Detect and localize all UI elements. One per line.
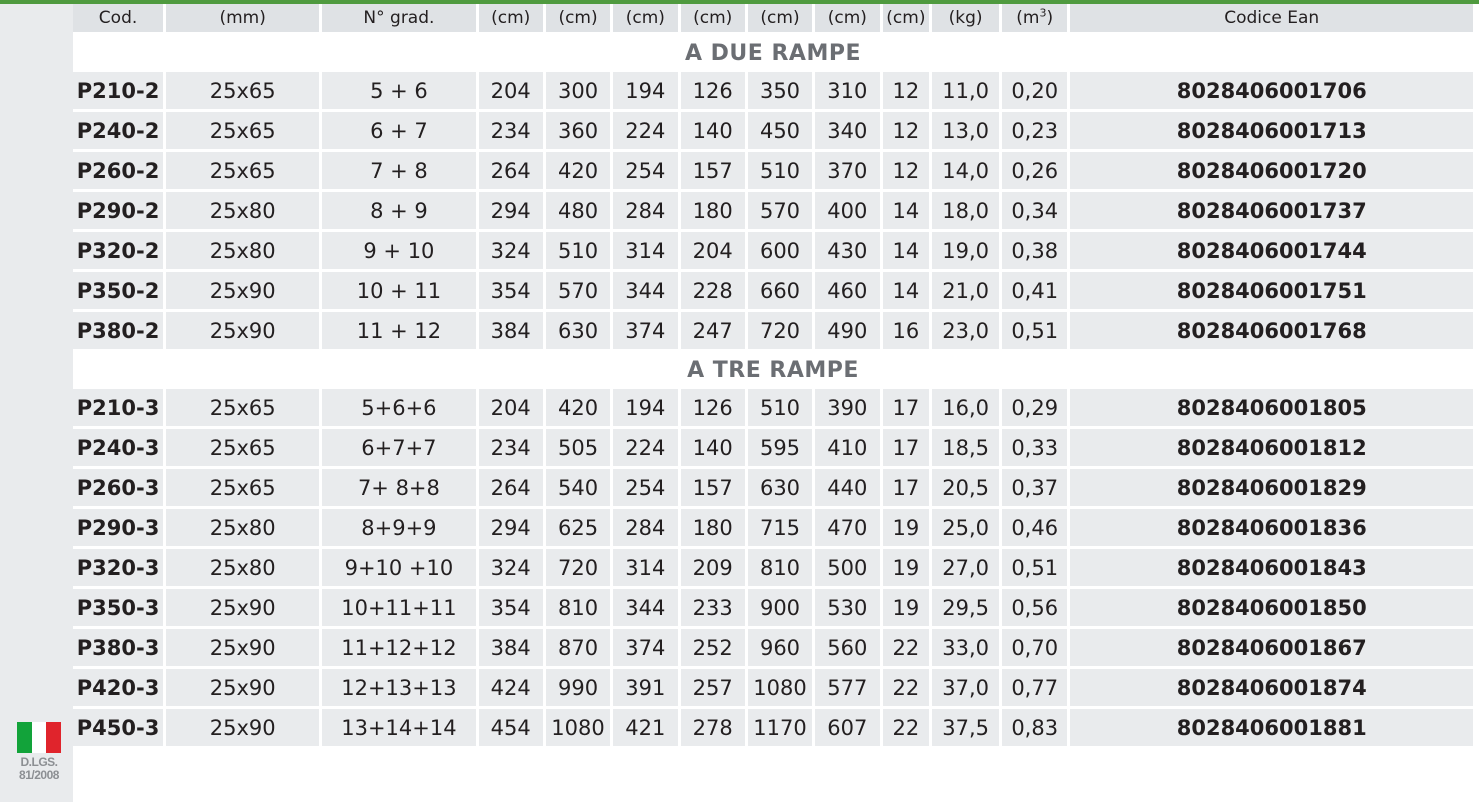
table-cell: 607 — [815, 709, 879, 749]
table-cell: 126 — [681, 72, 745, 112]
table-cell: 0,33 — [1002, 429, 1068, 469]
ean-code-cell: 8028406001737 — [1070, 192, 1473, 232]
table-cell: 505 — [546, 429, 610, 469]
table-cell: 20,5 — [932, 469, 999, 509]
table-cell: 7 + 8 — [322, 152, 475, 192]
table-cell: 0,51 — [1002, 312, 1068, 352]
table-cell: 19,0 — [932, 232, 999, 272]
table-cell: 37,5 — [932, 709, 999, 749]
table-cell: 424 — [479, 669, 543, 709]
header-cm-7: (cm) — [883, 4, 930, 35]
product-code-cell: P350-3 — [73, 589, 163, 629]
table-cell: 8+9+9 — [322, 509, 475, 549]
table-row — [73, 669, 1473, 709]
table-cell: 228 — [681, 272, 745, 312]
table-row — [73, 112, 1473, 152]
table-row — [73, 192, 1473, 232]
dlgs-label: D.LGS. — [20, 755, 58, 769]
table-cell: 1080 — [748, 669, 812, 709]
table-cell: 5+6+6 — [322, 389, 475, 429]
table-cell: 300 — [546, 72, 610, 112]
table-cell: 12 — [883, 152, 930, 192]
table-cell: 360 — [546, 112, 610, 152]
table-cell: 17 — [883, 389, 930, 429]
table-cell: 27,0 — [932, 549, 999, 589]
table-cell: 254 — [613, 469, 677, 509]
table-cell: 209 — [681, 549, 745, 589]
table-cell: 350 — [748, 72, 812, 112]
ean-code-cell: 8028406001836 — [1070, 509, 1473, 549]
table-cell: 204 — [479, 389, 543, 429]
product-code-cell: P260-2 — [73, 152, 163, 192]
table-cell: 264 — [479, 152, 543, 192]
ean-code-cell: 8028406001829 — [1070, 469, 1473, 509]
header-code: Cod. — [73, 4, 163, 35]
dlgs-badge — [17, 722, 61, 782]
table-cell: 21,0 — [932, 272, 999, 312]
table-cell: 13,0 — [932, 112, 999, 152]
table-cell: 421 — [613, 709, 677, 749]
table-cell: 500 — [815, 549, 879, 589]
table-cell: 454 — [479, 709, 543, 749]
table-cell: 410 — [815, 429, 879, 469]
table-row — [73, 72, 1473, 112]
table-cell: 25x90 — [166, 629, 319, 669]
table-cell: 450 — [748, 112, 812, 152]
ean-code-cell: 8028406001867 — [1070, 629, 1473, 669]
table-cell: 25x65 — [166, 429, 319, 469]
table-cell: 530 — [815, 589, 879, 629]
section-title: A DUE RAMPE — [73, 35, 1473, 72]
ean-code-cell: 8028406001881 — [1070, 709, 1473, 749]
product-code-cell: P420-3 — [73, 669, 163, 709]
table-cell: 374 — [613, 629, 677, 669]
table-row — [73, 389, 1473, 429]
table-cell: 870 — [546, 629, 610, 669]
table-row — [73, 232, 1473, 272]
product-code-cell: P210-3 — [73, 389, 163, 429]
product-code-cell: P350-2 — [73, 272, 163, 312]
table-cell: 294 — [479, 192, 543, 232]
header-mm: (mm) — [166, 4, 319, 35]
table-cell: 354 — [479, 589, 543, 629]
table-row — [73, 469, 1473, 509]
header-ean: Codice Ean — [1070, 4, 1473, 35]
table-row — [73, 509, 1473, 549]
table-cell: 0,56 — [1002, 589, 1068, 629]
product-code-cell: P320-3 — [73, 549, 163, 589]
table-cell: 1170 — [748, 709, 812, 749]
table-cell: 510 — [546, 232, 610, 272]
table-cell: 0,51 — [1002, 549, 1068, 589]
ean-code-cell: 8028406001805 — [1070, 389, 1473, 429]
table-cell: 900 — [748, 589, 812, 629]
product-spec-table — [70, 4, 1476, 749]
left-margin-column — [0, 4, 73, 802]
table-cell: 16 — [883, 312, 930, 352]
table-cell: 470 — [815, 509, 879, 549]
product-code-cell: P240-2 — [73, 112, 163, 152]
table-cell: 19 — [883, 549, 930, 589]
table-cell: 310 — [815, 72, 879, 112]
table-cell: 314 — [613, 232, 677, 272]
table-cell: 570 — [546, 272, 610, 312]
table-cell: 25x65 — [166, 152, 319, 192]
table-cell: 224 — [613, 429, 677, 469]
table-cell: 490 — [815, 312, 879, 352]
table-cell: 1080 — [546, 709, 610, 749]
table-cell: 391 — [613, 669, 677, 709]
ean-code-cell: 8028406001720 — [1070, 152, 1473, 192]
header-steps: N° grad. — [322, 4, 475, 35]
header-cm-3: (cm) — [613, 4, 677, 35]
table-cell: 18,0 — [932, 192, 999, 232]
table-cell: 247 — [681, 312, 745, 352]
table-cell: 13+14+14 — [322, 709, 475, 749]
table-cell: 17 — [883, 429, 930, 469]
table-cell: 14 — [883, 192, 930, 232]
italy-flag-icon — [17, 722, 61, 753]
table-cell: 0,41 — [1002, 272, 1068, 312]
table-cell: 810 — [748, 549, 812, 589]
table-cell: 420 — [546, 389, 610, 429]
table-cell: 19 — [883, 509, 930, 549]
table-cell: 9 + 10 — [322, 232, 475, 272]
product-code-cell: P290-2 — [73, 192, 163, 232]
table-cell: 278 — [681, 709, 745, 749]
header-cm-2: (cm) — [546, 4, 610, 35]
table-cell: 18,5 — [932, 429, 999, 469]
table-cell: 25x90 — [166, 272, 319, 312]
table-cell: 10+11+11 — [322, 589, 475, 629]
table-cell: 254 — [613, 152, 677, 192]
table-cell: 384 — [479, 629, 543, 669]
table-cell: 990 — [546, 669, 610, 709]
table-cell: 11,0 — [932, 72, 999, 112]
table-cell: 252 — [681, 629, 745, 669]
table-cell: 630 — [546, 312, 610, 352]
table-cell: 11+12+12 — [322, 629, 475, 669]
product-code-cell: P290-3 — [73, 509, 163, 549]
table-cell: 0,26 — [1002, 152, 1068, 192]
table-cell: 16,0 — [932, 389, 999, 429]
product-code-cell: P380-3 — [73, 629, 163, 669]
table-cell: 14,0 — [932, 152, 999, 192]
table-row — [73, 312, 1473, 352]
table-cell: 0,83 — [1002, 709, 1068, 749]
table-cell: 22 — [883, 629, 930, 669]
table-cell: 25x65 — [166, 72, 319, 112]
product-code-cell: P210-2 — [73, 72, 163, 112]
table-cell: 25x65 — [166, 469, 319, 509]
table-cell: 19 — [883, 589, 930, 629]
header-kg: (kg) — [932, 4, 999, 35]
table-cell: 0,70 — [1002, 629, 1068, 669]
table-cell: 5 + 6 — [322, 72, 475, 112]
ean-code-cell: 8028406001706 — [1070, 72, 1473, 112]
table-header-row — [73, 4, 1473, 35]
product-code-cell: P240-3 — [73, 429, 163, 469]
table-cell: 25x80 — [166, 509, 319, 549]
ean-code-cell: 8028406001812 — [1070, 429, 1473, 469]
table-cell: 595 — [748, 429, 812, 469]
table-cell: 12 — [883, 112, 930, 152]
table-cell: 22 — [883, 669, 930, 709]
ean-code-cell: 8028406001843 — [1070, 549, 1473, 589]
table-cell: 126 — [681, 389, 745, 429]
table-cell: 224 — [613, 112, 677, 152]
table-cell: 390 — [815, 389, 879, 429]
ean-code-cell: 8028406001768 — [1070, 312, 1473, 352]
table-cell: 510 — [748, 152, 812, 192]
header-m3: $(m^3)$ — [1002, 4, 1068, 35]
table-cell: 234 — [479, 429, 543, 469]
header-cm-4: (cm) — [681, 4, 745, 35]
table-cell: 625 — [546, 509, 610, 549]
table-cell: 14 — [883, 272, 930, 312]
table-cell: 0,20 — [1002, 72, 1068, 112]
table-body — [73, 35, 1473, 749]
table-cell: 33,0 — [932, 629, 999, 669]
table-cell: 340 — [815, 112, 879, 152]
table-cell: 12+13+13 — [322, 669, 475, 709]
table-cell: 384 — [479, 312, 543, 352]
table-cell: 12 — [883, 72, 930, 112]
table-cell: 284 — [613, 509, 677, 549]
table-cell: 540 — [546, 469, 610, 509]
table-cell: 0,77 — [1002, 669, 1068, 709]
dlgs-number: 81/2008 — [19, 768, 59, 782]
ean-code-cell: 8028406001751 — [1070, 272, 1473, 312]
table-cell: 6 + 7 — [322, 112, 475, 152]
table-cell: 180 — [681, 509, 745, 549]
section-title: A TRE RAMPE — [73, 352, 1473, 389]
table-cell: 6+7+7 — [322, 429, 475, 469]
table-cell: 560 — [815, 629, 879, 669]
table-cell: 510 — [748, 389, 812, 429]
table-cell: 140 — [681, 112, 745, 152]
table-cell: 374 — [613, 312, 677, 352]
table-cell: 14 — [883, 232, 930, 272]
table-cell: 25x80 — [166, 232, 319, 272]
table-cell: 25x90 — [166, 589, 319, 629]
table-cell: 577 — [815, 669, 879, 709]
table-cell: 264 — [479, 469, 543, 509]
table-row — [73, 429, 1473, 469]
table-cell: 180 — [681, 192, 745, 232]
table-cell: 0,38 — [1002, 232, 1068, 272]
table-cell: 9+10 +10 — [322, 549, 475, 589]
table-cell: 8 + 9 — [322, 192, 475, 232]
table-cell: 11 + 12 — [322, 312, 475, 352]
table-cell: 23,0 — [932, 312, 999, 352]
table-cell: 400 — [815, 192, 879, 232]
table-cell: 7+ 8+8 — [322, 469, 475, 509]
table-cell: 960 — [748, 629, 812, 669]
table-cell: 0,23 — [1002, 112, 1068, 152]
ean-code-cell: 8028406001850 — [1070, 589, 1473, 629]
table-cell: 660 — [748, 272, 812, 312]
table-cell: 460 — [815, 272, 879, 312]
table-row — [73, 152, 1473, 192]
table-cell: 10 + 11 — [322, 272, 475, 312]
table-cell: 17 — [883, 469, 930, 509]
header-cm-1: (cm) — [479, 4, 543, 35]
table-cell: 630 — [748, 469, 812, 509]
ean-code-cell: 8028406001874 — [1070, 669, 1473, 709]
table-cell: 25,0 — [932, 509, 999, 549]
product-code-cell: P380-2 — [73, 312, 163, 352]
table-cell: 430 — [815, 232, 879, 272]
table-cell: 157 — [681, 469, 745, 509]
table-cell: 0,34 — [1002, 192, 1068, 232]
table-cell: 157 — [681, 152, 745, 192]
table-cell: 234 — [479, 112, 543, 152]
table-cell: 370 — [815, 152, 879, 192]
table-row — [73, 589, 1473, 629]
table-cell: 314 — [613, 549, 677, 589]
table-cell: 25x65 — [166, 112, 319, 152]
table-cell: 344 — [613, 589, 677, 629]
table-cell: 194 — [613, 389, 677, 429]
table-cell: 25x80 — [166, 192, 319, 232]
table-cell: 284 — [613, 192, 677, 232]
product-code-cell: P320-2 — [73, 232, 163, 272]
table-cell: 25x65 — [166, 389, 319, 429]
table-row — [73, 549, 1473, 589]
table-cell: 600 — [748, 232, 812, 272]
table-cell: 810 — [546, 589, 610, 629]
table-cell: 0,37 — [1002, 469, 1068, 509]
table-cell: 344 — [613, 272, 677, 312]
table-cell: 0,46 — [1002, 509, 1068, 549]
table-cell: 0,29 — [1002, 389, 1068, 429]
table-cell: 204 — [479, 72, 543, 112]
table-cell: 233 — [681, 589, 745, 629]
table-cell: 294 — [479, 509, 543, 549]
header-cm-5: (cm) — [748, 4, 812, 35]
table-cell: 420 — [546, 152, 610, 192]
table-cell: 354 — [479, 272, 543, 312]
table-cell: 570 — [748, 192, 812, 232]
table-cell: 25x90 — [166, 709, 319, 749]
header-cm-6: (cm) — [815, 4, 879, 35]
product-code-cell: P450-3 — [73, 709, 163, 749]
table-cell: 480 — [546, 192, 610, 232]
table-cell: 720 — [748, 312, 812, 352]
table-cell: 25x90 — [166, 312, 319, 352]
table-cell: 324 — [479, 232, 543, 272]
product-code-cell: P260-3 — [73, 469, 163, 509]
table-cell: 715 — [748, 509, 812, 549]
table-cell: 720 — [546, 549, 610, 589]
ean-code-cell: 8028406001744 — [1070, 232, 1473, 272]
table-cell: 324 — [479, 549, 543, 589]
table-cell: 440 — [815, 469, 879, 509]
table-row — [73, 272, 1473, 312]
table-cell: 37,0 — [932, 669, 999, 709]
table-cell: 204 — [681, 232, 745, 272]
ean-code-cell: 8028406001713 — [1070, 112, 1473, 152]
table-cell: 194 — [613, 72, 677, 112]
table-row — [73, 629, 1473, 669]
section-header-row — [73, 35, 1473, 72]
table-cell: 257 — [681, 669, 745, 709]
section-header-row — [73, 352, 1473, 389]
table-cell: 29,5 — [932, 589, 999, 629]
table-cell: 140 — [681, 429, 745, 469]
table-row — [73, 709, 1473, 749]
table-cell: 25x90 — [166, 669, 319, 709]
table-cell: 22 — [883, 709, 930, 749]
table-cell: 25x80 — [166, 549, 319, 589]
